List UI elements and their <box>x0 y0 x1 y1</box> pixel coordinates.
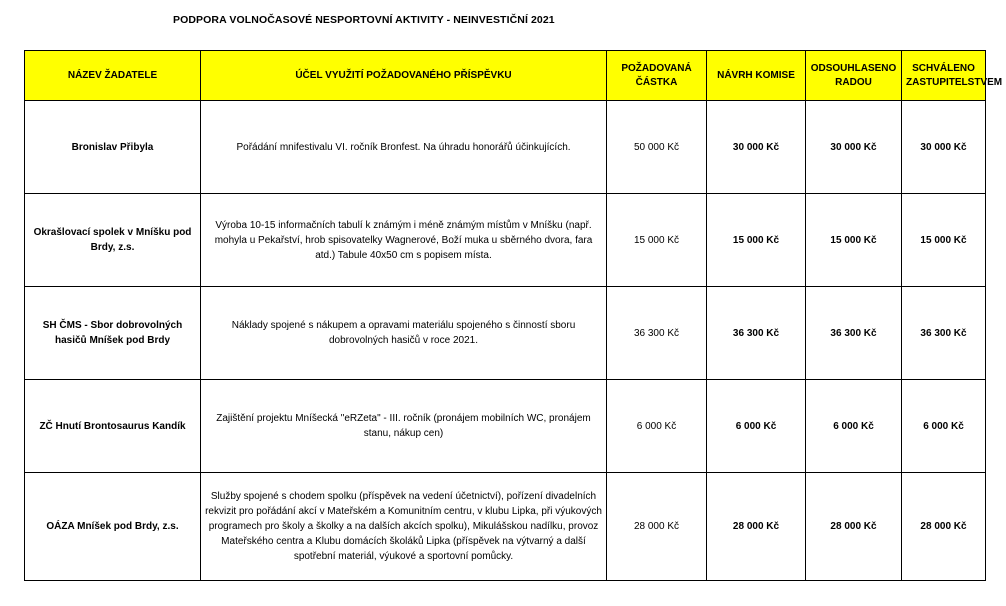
header-assembly: SCHVÁLENO ZASTUPITELSTVEM <box>902 51 986 101</box>
commission-amount-cell: 36 300 Kč <box>707 287 806 380</box>
header-applicant: NÁZEV ŽADATELE <box>25 51 201 101</box>
council-amount-cell: 6 000 Kč <box>806 380 902 473</box>
header-requested: POŽADOVANÁ ČÁSTKA <box>607 51 707 101</box>
header-purpose: ÚČEL VYUŽITÍ POŽADOVANÉHO PŘÍSPĚVKU <box>201 51 607 101</box>
purpose-cell: Náklady spojené s nákupem a opravami materiálu spojeného s činností sboru dobrovolných hasičů v roce 2021. <box>201 287 607 380</box>
table-row <box>25 473 986 581</box>
table-row <box>25 287 986 380</box>
requested-amount-cell: 6 000 Kč <box>607 380 707 473</box>
assembly-amount-cell: 15 000 Kč <box>902 194 986 287</box>
grants-table <box>24 50 1003 581</box>
purpose-cell: Pořádání mnifestivalu VI. ročník Bronfest. Na úhradu honorářů účinkujících. <box>201 101 607 194</box>
header-council: ODSOUHLASENO RADOU <box>806 51 902 101</box>
purpose-cell: Zajištění projektu Mníšecká "eRZeta" - III. ročník (pronájem mobilních WC, pronájem stanu, nákup cen) <box>201 380 607 473</box>
assembly-amount-cell: 28 000 Kč <box>902 473 986 581</box>
commission-amount-cell: 15 000 Kč <box>707 194 806 287</box>
assembly-amount-cell: 30 000 Kč <box>902 101 986 194</box>
applicant-cell: ZČ Hnutí Brontosaurus Kandík <box>25 380 201 473</box>
applicant-cell: Okrašlovací spolek v Mníšku pod Brdy, z.s. <box>25 194 201 287</box>
document-title: PODPORA VOLNOČASOVÉ NESPORTOVNÍ AKTIVITY - NEINVESTIČNÍ 2021 <box>173 14 555 26</box>
applicant-cell: Bronislav Přibyla <box>25 101 201 194</box>
requested-amount-cell: 15 000 Kč <box>607 194 707 287</box>
header-commission: NÁVRH KOMISE <box>707 51 806 101</box>
commission-amount-cell: 28 000 Kč <box>707 473 806 581</box>
table-row <box>25 194 986 287</box>
header-row <box>25 51 986 101</box>
purpose-cell: Služby spojené s chodem spolku (příspěvek na vedení účetnictví), pořízení divadelních rekvizit pro pořádání akcí v Mateřském a Komunitním centru, v klubu Lipka, při výukových programech pro školy a školky a na dalších akcích spolku), Mikulášskou nadílku, provoz Mateřského centra a Klubu domácích školáků Lipka (příspěvek na výtvarný a další spotřební materiál, výukové a sportovní pomůcky. <box>201 473 607 581</box>
requested-amount-cell: 50 000 Kč <box>607 101 707 194</box>
commission-amount-cell: 30 000 Kč <box>707 101 806 194</box>
table-row <box>25 101 986 194</box>
council-amount-cell: 30 000 Kč <box>806 101 902 194</box>
requested-amount-cell: 28 000 Kč <box>607 473 707 581</box>
table-row <box>25 380 986 473</box>
assembly-amount-cell: 6 000 Kč <box>902 380 986 473</box>
commission-amount-cell: 6 000 Kč <box>707 380 806 473</box>
applicant-cell: OÁZA Mníšek pod Brdy, z.s. <box>25 473 201 581</box>
requested-amount-cell: 36 300 Kč <box>607 287 707 380</box>
assembly-amount-cell: 36 300 Kč <box>902 287 986 380</box>
applicant-cell: SH ČMS - Sbor dobrovolných hasičů Mníšek pod Brdy <box>25 287 201 380</box>
council-amount-cell: 36 300 Kč <box>806 287 902 380</box>
purpose-cell: Výroba 10-15 informačních tabulí k známým i méně známým místům v Mníšku (např. mohyla u Pekařství, hrob spisovatelky Wagnerové, Boží muka u sběrného dvora, fara atd.) Tabule 40x50 cm s popisem místa. <box>201 194 607 287</box>
council-amount-cell: 15 000 Kč <box>806 194 902 287</box>
council-amount-cell: 28 000 Kč <box>806 473 902 581</box>
